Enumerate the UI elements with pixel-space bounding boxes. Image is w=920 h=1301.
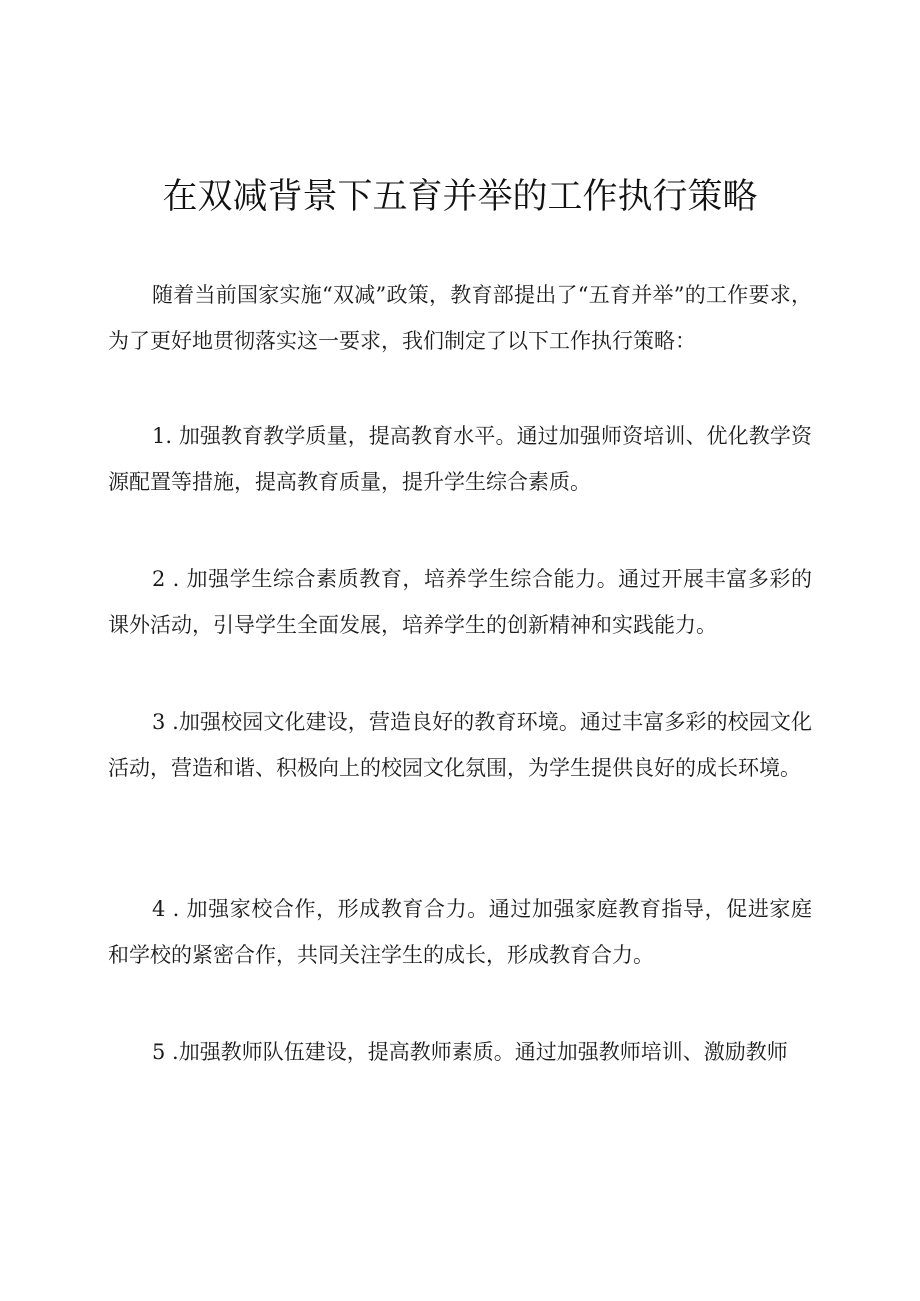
strategy-paragraph-5: 5 .加强教师队伍建设，提高教师素质。通过加强教师培训、激励教师 bbox=[152, 1040, 788, 1064]
intro-paragraph: 随着当前国家实施“双减”政策，教育部提出了“五育并举”的工作要求，为了更好地贯彻落实这一要求，我们制定了以下工作执行策略： bbox=[108, 283, 812, 353]
strategy-paragraph-2: 2 . 加强学生综合素质教育，培养学生综合能力。通过开展丰富多彩的课外活动，引导学生全面发展，培养学生的创新精神和实践能力。 bbox=[108, 567, 812, 637]
document-title: 在双减背景下五育并举的工作执行策略 bbox=[162, 177, 758, 217]
strategy-paragraph-1: 1. 加强教育教学质量，提高教育水平。通过加强师资培训、优化教学资源配置等措施，提高教育质量，提升学生综合素质。 bbox=[108, 424, 812, 494]
strategy-paragraph-3: 3 .加强校园文化建设，营造良好的教育环境。通过丰富多彩的校园文化活动，营造和谐、积极向上的校园文化氛围，为学生提供良好的成长环境。 bbox=[108, 710, 812, 780]
strategy-paragraph-4: 4 . 加强家校合作，形成教育合力。通过加强家庭教育指导，促进家庭和学校的紧密合作，共同关注学生的成长，形成教育合力。 bbox=[108, 897, 812, 967]
